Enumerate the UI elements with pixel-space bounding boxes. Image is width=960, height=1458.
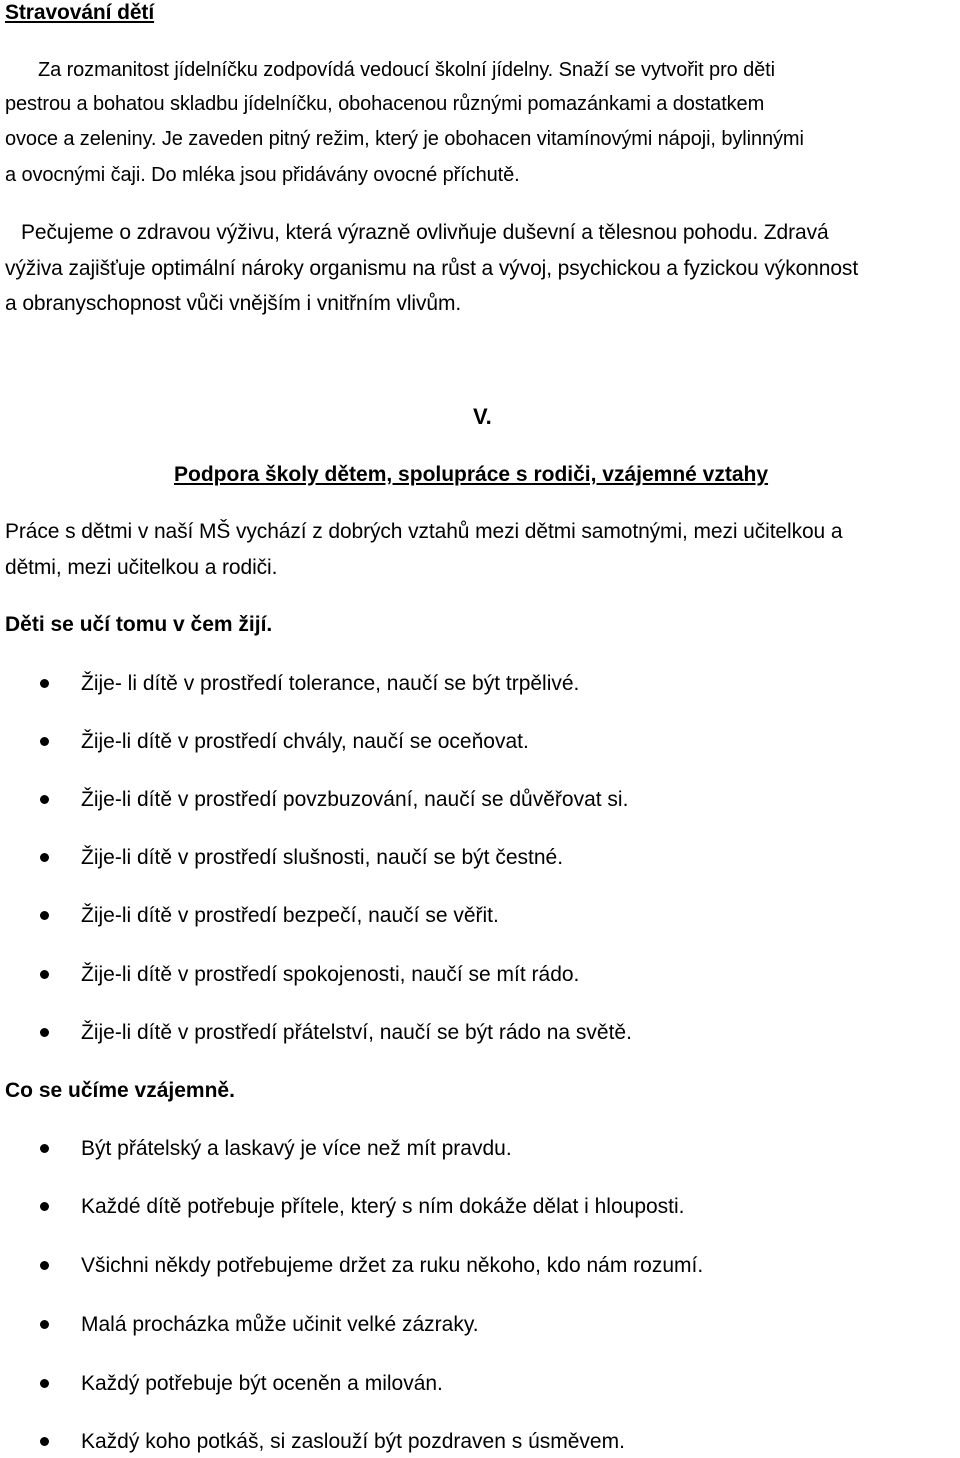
list-item-text: Všichni někdy potřebujeme držet za ruku někoho, kdo nám rozumí. [81, 1254, 704, 1277]
list-item-text: Žije-li dítě v prostředí slušnosti, naučí se být čestné. [81, 846, 564, 869]
bullet-icon [40, 1437, 49, 1446]
list-item-text: Žije-li dítě v prostředí bezpečí, naučí se věřit. [81, 904, 499, 927]
bullet-icon [40, 911, 49, 920]
list-item-text: Žije-li dítě v prostředí chvály, naučí se oceňovat. [81, 730, 529, 753]
list-item-text: Každý potřebuje být oceněn a milován. [81, 1372, 443, 1395]
bullet-icon [40, 737, 49, 746]
list-item-text: Žije-li dítě v prostředí povzbuzování, naučí se důvěřovat si. [81, 788, 629, 811]
list-heading: Děti se učí tomu v čem žijí. [5, 613, 273, 636]
paragraph-line: ovoce a zeleniny. Je zaveden pitný režim, který je obohacen vitamínovými nápoji, bylinnými [5, 128, 804, 150]
section-heading-stravovani: Stravování dětí [5, 1, 155, 24]
section-title: Podpora školy dětem, spolupráce s rodiči, vzájemné vztahy [174, 463, 769, 486]
paragraph-line: Práce s dětmi v naší MŠ vychází z dobrých vztahů mezi dětmi samotnými, mezi učitelkou a [5, 520, 843, 543]
paragraph-line: Za rozmanitost jídelníčku zodpovídá vedoucí školní jídelny. Snaží se vytvořit pro děti [38, 59, 775, 81]
bullet-icon [40, 1028, 49, 1037]
list-item-text: Každý koho potkáš, si zaslouží být pozdraven s úsměvem. [81, 1430, 625, 1453]
list-heading: Co se učíme vzájemně. [5, 1079, 235, 1102]
bullet-icon [40, 1202, 49, 1211]
paragraph-line: výživa zajišťuje optimální nároky organismu na růst a vývoj, psychickou a fyzickou výkonnost [5, 257, 859, 280]
bullet-icon [40, 1379, 49, 1388]
list-item-text: Žije- li dítě v prostředí tolerance, naučí se být trpělivé. [81, 672, 580, 695]
bullet-icon [40, 679, 49, 688]
bullet-icon [40, 1144, 49, 1153]
bullet-icon [40, 1320, 49, 1329]
bullet-icon [40, 1261, 49, 1270]
list-item-text: Žije-li dítě v prostředí přátelství, naučí se být rádo na světě. [81, 1021, 632, 1044]
paragraph-line: a obranyschopnost vůči vnějším i vnitřním vlivům. [5, 292, 462, 315]
paragraph-line: Pečujeme o zdravou výživu, která výrazně ovlivňuje duševní a tělesnou pohodu. Zdravá [21, 221, 829, 244]
paragraph-line: a ovocnými čaji. Do mléka jsou přidávány ovocné příchutě. [5, 164, 520, 186]
paragraph-line: pestrou a bohatou skladbu jídelníčku, obohacenou různými pomazánkami a dostatkem [5, 93, 765, 115]
list-item-text: Žije-li dítě v prostředí spokojenosti, naučí se mít rádo. [81, 963, 580, 986]
section-number: V. [473, 404, 492, 429]
list-item-text: Být přátelský a laskavý je více než mít pravdu. [81, 1137, 512, 1160]
list-item-text: Malá procházka může učinit velké zázraky. [81, 1313, 479, 1336]
bullet-icon [40, 795, 49, 804]
list-item-text: Každé dítě potřebuje přítele, který s ním dokáže dělat i hlouposti. [81, 1195, 685, 1218]
paragraph-line: dětmi, mezi učitelkou a rodiči. [5, 556, 278, 579]
bullet-icon [40, 970, 49, 979]
bullet-icon [40, 853, 49, 862]
